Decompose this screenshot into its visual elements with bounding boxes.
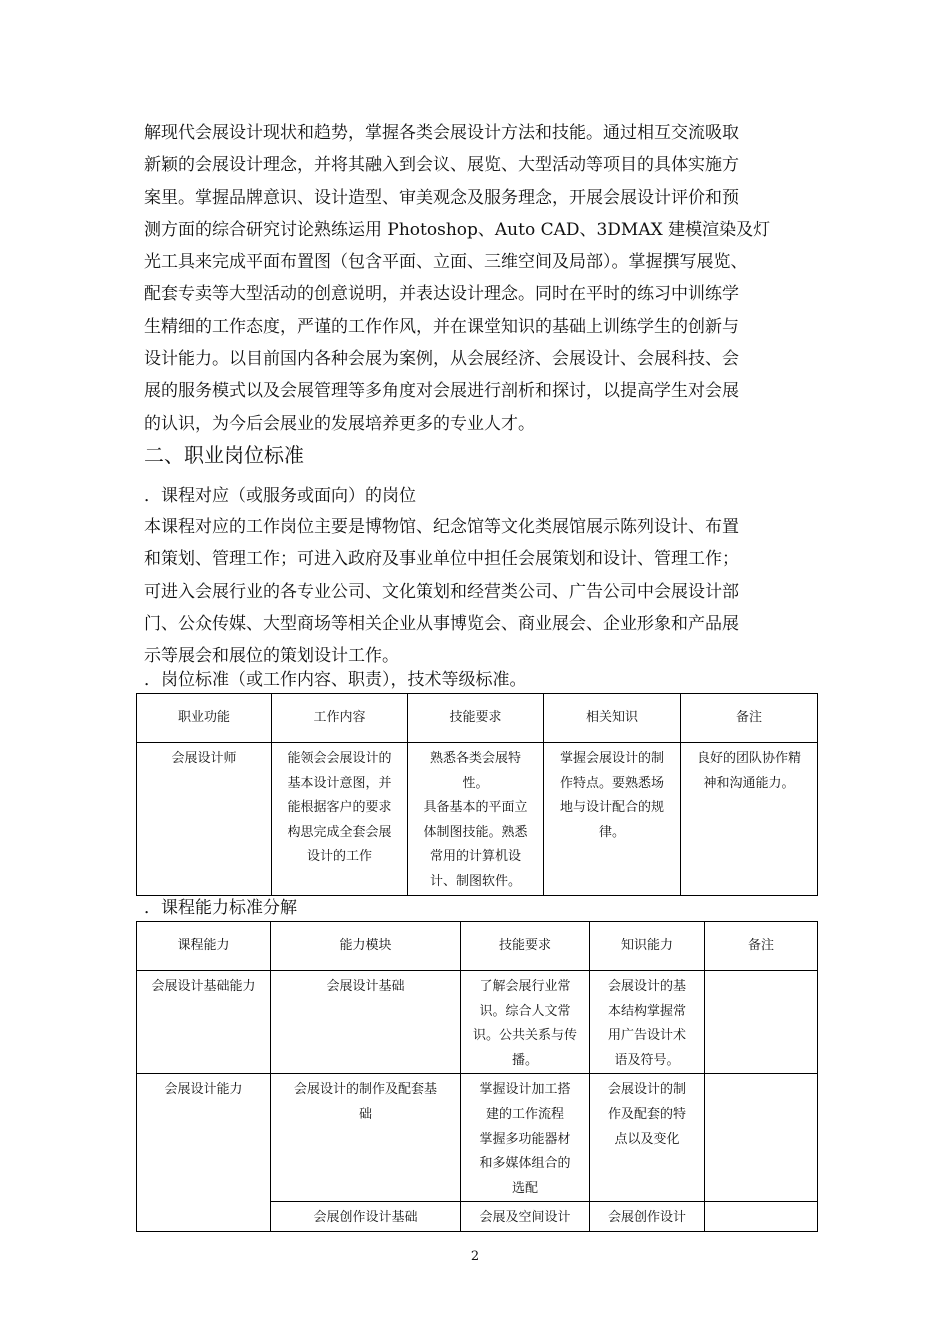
table-header-row [137,922,818,971]
cell-line: 作特点。要熟悉场 [559,775,664,791]
cell-line: 建的工作流程 [485,1106,564,1122]
header-cell: 职业功能 [137,694,272,743]
table-cell-related-knowledge [544,743,681,896]
text-line: 示等展会和展位的策划设计工作。 [144,646,399,667]
text-line: 解现代会展设计现状和趋势，掌握各类会展设计方法和技能。通过相互交流吸取 [144,123,739,143]
table-cell-notes [705,1074,818,1202]
table-cell-ability [137,971,271,1074]
table-cell-knowledge [590,1202,705,1232]
header-cell: 技能要求 [408,694,544,743]
cell-line: 本结构掌握常 [607,1003,686,1019]
cell-line: 会展设计的基 [607,979,686,994]
text-line: 案里。掌握品牌意识、设计造型、审美观念及服务理念，开展会展设计评价和预 [144,187,739,208]
text-line: 设计能力。以目前国内各种会展为案例，从会展经济、会展设计、会展科技、会 [144,349,739,370]
cell-line: 会展创作设计基础 [313,1210,418,1226]
table-cell-notes [681,743,818,896]
cell-line: 掌握会展设计的制 [559,751,664,766]
table-cell-module [271,1074,461,1202]
cell-line: 会展及空间设计 [479,1210,571,1226]
cell-line: 识。综合人文常 [479,1003,571,1019]
cell-line: 具备基本的平面立 [423,800,528,816]
text-line: 可进入会展行业的各专业公司、文化策划和经营类公司、广告公司中会展设计部 [144,581,739,602]
table-cell-knowledge [590,971,705,1074]
table-row [137,971,818,1074]
header-cell: 知识能力 [590,922,705,971]
cell-line: 基本设计意图，并 [287,775,392,791]
intro-paragraph [144,117,808,440]
cell-line: 用广告设计术 [607,1028,686,1044]
cell-line: 和多媒体组合的 [479,1156,571,1172]
cell-line: 神和沟通能力。 [703,775,795,791]
text-line: 门、公众传媒、大型商场等相关企业从事博览会、商业展会、企业形象和产品展 [144,613,739,634]
subheading-position-standards: ．岗位标准（或工作内容、职责），技术等级标准。 [144,670,527,690]
cell-line: 构思完成全套会展 [287,824,392,840]
header-cell: 能力模块 [271,922,461,971]
table-cell-work-content [272,743,408,896]
cell-line: 会展创作设计 [607,1210,686,1226]
header-cell: 备注 [705,922,818,971]
text-line: 展的服务模式以及会展管理等多角度对会展进行剖析和探讨，以提高学生对会展 [144,381,739,402]
cell-line: 设计的工作 [306,849,372,865]
cell-line: 体制图技能。熟悉 [423,824,528,840]
table-cell-notes [705,971,818,1074]
cell-line: 作及配套的特 [607,1106,686,1122]
page-number: 2 [470,1249,480,1264]
text-line: 测方面的综合研究讨论熟练运用 Photoshop、Auto CAD、3DMAX 建模渲染及灯 [144,219,771,240]
cell-line: 会展设计基础能力 [151,979,256,994]
header-cell: 相关知识 [544,694,681,743]
header-cell: 技能要求 [461,922,590,971]
text-line: 生精细的工作态度，严谨的工作作风，并在课堂知识的基础上训练学生的创新与 [144,316,739,337]
cell-line: 语及符号。 [614,1052,680,1068]
cell-line: 律。 [598,824,625,840]
text-line: 配套专卖等大型活动的创意说明，并表达设计理念。同时在平时的练习中训练学 [144,284,739,305]
table-cell-skill-requirements [408,743,544,896]
cell-line: 选配 [511,1180,538,1196]
cell-line: 会展设计基础 [326,979,405,994]
cell-line: 会展设计的制 [607,1082,686,1098]
cell-line: 了解会展行业常 [479,979,571,994]
table-header-row [137,694,818,743]
table-cell-function [137,743,272,896]
table-row [137,743,818,896]
cell-line: 播。 [511,1052,538,1068]
header-cell: 备注 [681,694,818,743]
ability-standards-table [136,921,818,1232]
table-cell-skill [461,971,590,1074]
cell-line: 良好的团队协作精 [696,751,801,766]
cell-line: 计、制图软件。 [429,873,521,889]
table-cell-ability [137,1074,271,1232]
subheading-course-positions: ．课程对应（或服务或面向）的岗位 [144,486,416,506]
table-cell-notes [705,1202,818,1232]
positions-paragraph [144,511,808,672]
cell-line: 会展设计能力 [164,1082,243,1098]
text-line: 和策划、管理工作；可进入政府及事业单位中担任会展策划和设计、管理工作； [144,549,739,570]
cell-line: 础 [358,1106,372,1122]
text-line: 光工具来完成平面布置图（包含平面、立面、三维空间及局部）。掌握撰写展览、 [144,252,748,273]
header-cell: 课程能力 [137,922,271,971]
table-cell-skill [461,1202,590,1232]
section-heading: 二、职业岗位标准 [144,443,304,467]
cell-line: 会展设计的制作及配套基 [293,1082,437,1098]
header-cell: 工作内容 [272,694,408,743]
cell-line: 能根据客户的要求 [287,800,392,816]
table-cell-knowledge [590,1074,705,1202]
text-line: 本课程对应的工作岗位主要是博物馆、纪念馆等文化类展馆展示陈列设计、布置 [144,517,739,537]
cell-line: 能领会会展设计的 [287,751,392,766]
table-cell-skill [461,1074,590,1202]
table-cell-module [271,1202,461,1232]
cell-line: 地与设计配合的规 [559,800,664,816]
position-standards-table [136,693,818,896]
cell-line: 常用的计算机设 [429,849,521,865]
subheading-ability-breakdown: ．课程能力标准分解 [144,898,297,918]
text-line: 新颖的会展设计理念，并将其融入到会议、展览、大型活动等项目的具体实施方 [144,155,739,176]
table-row [137,1074,818,1202]
cell-line: 会展设计师 [171,751,237,766]
table-cell-module [271,971,461,1074]
cell-line: 性。 [462,775,489,791]
cell-line: 识。公共关系与传 [472,1028,577,1044]
cell-line: 点以及变化 [614,1131,680,1147]
cell-line: 熟悉各类会展特 [429,751,521,766]
text-line: 的认识，为今后会展业的发展培养更多的专业人才。 [144,413,535,434]
cell-line: 掌握设计加工搭 [479,1082,571,1098]
cell-line: 掌握多功能器材 [479,1131,571,1147]
